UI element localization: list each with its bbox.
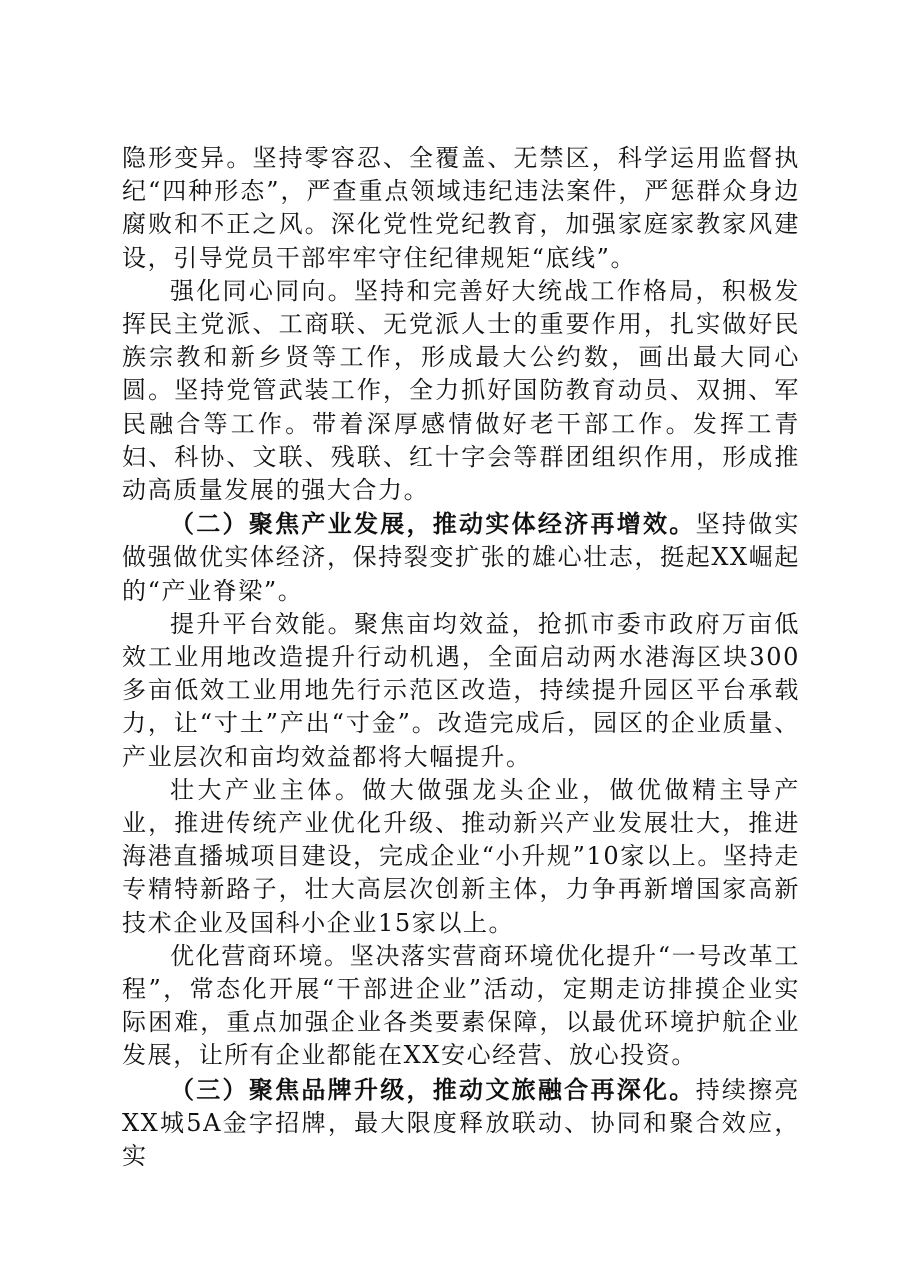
section-industry: [122, 507, 800, 608]
paragraph-industry-entities: 壮大产业主体。做大做强龙头企业，做优做精主导产业，推进传统产业优化升级、推动新兴产业发展壮大，推进海港直播城项目建设，完成企业“小升规”10家以上。坚持走专精特新路子，壮大高层次创新主体，力争再新增国家高新技术企业及国科小企业15家以上。: [122, 775, 800, 937]
paragraph-business-environment: 优化营商环境。坚决落实营商环境优化提升“一号改革工程”，常态化开展“干部进企业”活动，定期走访排摸企业实际困难，重点加强企业各类要素保障，以最优环境护航企业发展，让所有企业都能在XX安心经营、放心投资。: [122, 941, 800, 1070]
paragraph-united-front: 强化同心同向。坚持和完善好大统战工作格局，积极发挥民主党派、工商联、无党派人士的重要作用，扎实做好民族宗教和新乡贤等工作，形成最大公约数，画出最大同心圆。坚持党管武装工作，全力抓好国防教育动员、双拥、军民融合等工作。带着深厚感情做好老干部工作。发挥工青妇、科协、文联、残联、红十字会等群团组织作用，形成推动高质量发展的强大合力。: [122, 276, 800, 505]
section-text-culture-tourism: 持续擦亮XX城5A金字招牌，最大限度释放联动、协同和聚合效应，实: [122, 1075, 800, 1171]
section-text-industry: 坚持做实做强做优实体经济，保持裂变扩张的雄心壮志，挺起XX崛起的“产业脊梁”。: [122, 510, 800, 605]
paragraph-platform-efficiency: 提升平台效能。聚焦亩均效益，抢抓市委市政府万亩低效工业用地改造提升行动机遇，全面启动两水港海区块300多亩低效工业用地先行示范区改造，持续提升园区平台承载力，让“寸土”产出“寸金”。改造完成后，园区的企业质量、产业层次和亩均效益都将大幅提升。: [122, 609, 800, 771]
section-culture-tourism: [122, 1073, 800, 1174]
paragraph-discipline: 隐形变异。坚持零容忍、全覆盖、无禁区，科学运用监督执纪“四种形态”，严查重点领域违纪违法案件，严惩群众身边腐败和不正之风。深化党性党纪教育，加强家庭家教家风建设，引导党员干部牢牢守住纪律规矩“底线”。: [122, 144, 800, 272]
document-body: [122, 142, 800, 1173]
section-heading-culture-tourism: （三）聚焦品牌升级，推动文旅融合再深化。: [170, 1074, 696, 1104]
section-heading-industry: （二）聚焦产业发展，推动实体经济再增效。: [170, 509, 696, 539]
